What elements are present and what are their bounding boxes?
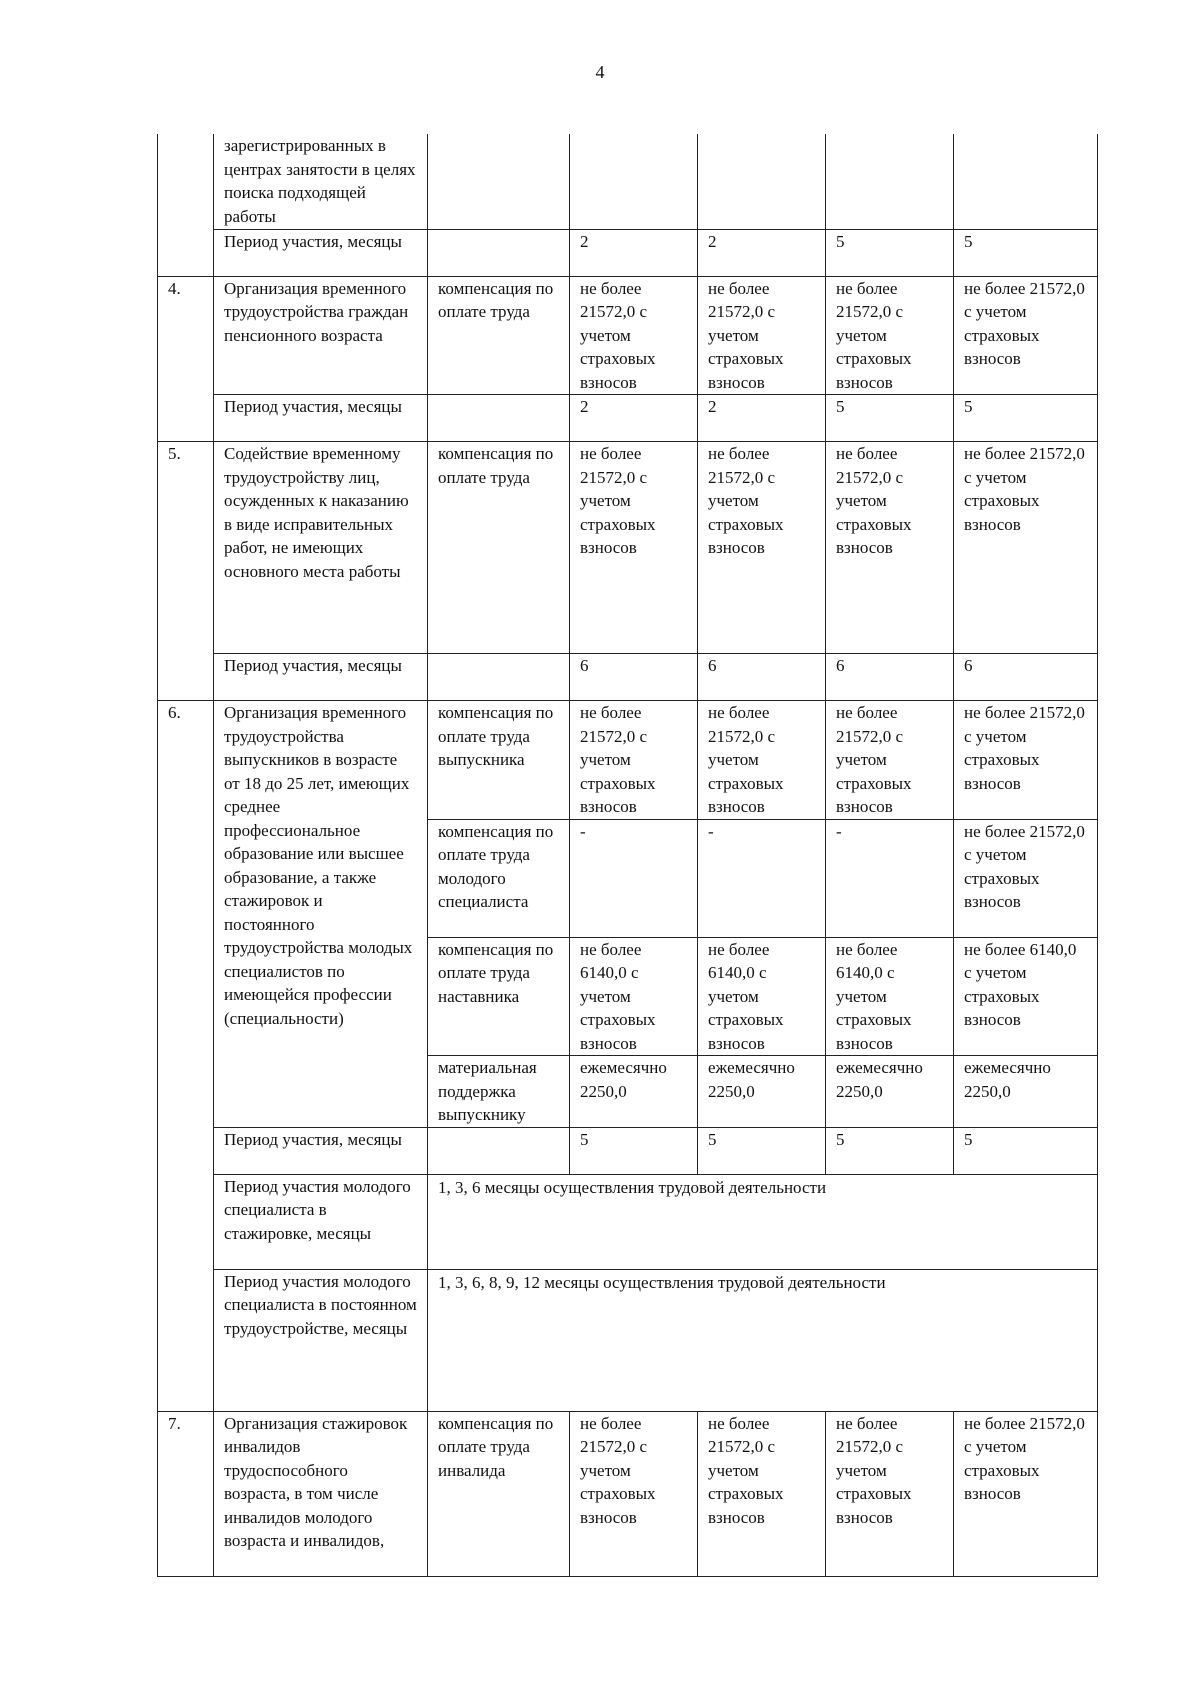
value-cell: не более 21572,0 с учетом страховых взносов [954, 701, 1098, 820]
value-cell [826, 134, 954, 229]
period-value: 5 [954, 229, 1098, 276]
permanent-label: Период участия молодого специалиста в постоянном трудоустройстве, месяцы [214, 1269, 428, 1411]
row-number: 6. [158, 701, 214, 1412]
table-row-internship [158, 1174, 1098, 1269]
value-cell: ежемесячно 2250,0 [954, 1056, 1098, 1128]
row-number: 7. [158, 1411, 214, 1576]
value-cell: не более 21572,0 с учетом страховых взносов [826, 1411, 954, 1576]
table-row-period [158, 654, 1098, 701]
table-row-5 [158, 442, 1098, 654]
payment-type: материальная поддержка выпускнику [428, 1056, 570, 1128]
value-cell: не более 21572,0 с учетом страховых взносов [570, 1411, 698, 1576]
period-value: 5 [954, 1127, 1098, 1174]
payment-type: компенсация по оплате труда выпускника [428, 701, 570, 820]
payment-type [428, 654, 570, 701]
value-cell: ежемесячно 2250,0 [570, 1056, 698, 1128]
value-cell: ежемесячно 2250,0 [698, 1056, 826, 1128]
measure-name: Организация стажировок инвалидов трудоспособного возраста, в том числе инвалидов молодого возраста и инвалидов, [214, 1411, 428, 1576]
period-label: Период участия, месяцы [214, 395, 428, 442]
value-cell: не более 21572,0 с учетом страховых взносов [826, 701, 954, 820]
period-value: 5 [570, 1127, 698, 1174]
value-cell: не более 6140,0 с учетом страховых взносов [954, 937, 1098, 1056]
payment-type [428, 395, 570, 442]
measures-table [157, 134, 1098, 1577]
value-cell: не более 21572,0 с учетом страховых взносов [954, 276, 1098, 395]
period-value: 5 [698, 1127, 826, 1174]
value-cell: - [570, 819, 698, 937]
value-cell: не более 21572,0 с учетом страховых взносов [698, 442, 826, 654]
measure-name: Организация временного трудоустройства граждан пенсионного возраста [214, 276, 428, 395]
row-number [158, 134, 214, 276]
table-row-period [158, 1127, 1098, 1174]
period-value: 2 [570, 395, 698, 442]
period-value: 5 [826, 229, 954, 276]
value-cell: - [826, 819, 954, 937]
value-cell: не более 21572,0 с учетом страховых взносов [570, 442, 698, 654]
row-number: 5. [158, 442, 214, 701]
value-cell [570, 134, 698, 229]
payment-type: компенсация по оплате труда [428, 442, 570, 654]
table-row-period [158, 229, 1098, 276]
payment-type [428, 134, 570, 229]
measure-name: зарегистрированных в центрах занятости в целях поиска подходящей работы [214, 134, 428, 229]
table-row-continued [158, 134, 1098, 229]
payment-type [428, 229, 570, 276]
payment-type: компенсация по оплате труда молодого специалиста [428, 819, 570, 937]
period-value: 6 [570, 654, 698, 701]
table-row-6 [158, 701, 1098, 820]
table-row-7 [158, 1411, 1098, 1576]
period-value: 6 [954, 654, 1098, 701]
value-cell: не более 21572,0 с учетом страховых взносов [698, 1411, 826, 1576]
period-value: 5 [954, 395, 1098, 442]
period-value: 2 [570, 229, 698, 276]
period-value: 6 [826, 654, 954, 701]
value-cell: не более 21572,0 с учетом страховых взносов [954, 1411, 1098, 1576]
period-value: 5 [826, 395, 954, 442]
value-cell [698, 134, 826, 229]
page-number: 4 [595, 62, 605, 82]
payment-type [428, 1127, 570, 1174]
value-cell: не более 6140,0 с учетом страховых взносов [698, 937, 826, 1056]
value-cell: не более 21572,0 с учетом страховых взносов [954, 819, 1098, 937]
permanent-text: 1, 3, 6, 8, 9, 12 месяцы осуществления трудовой деятельности [428, 1269, 1098, 1411]
table-row-permanent [158, 1269, 1098, 1411]
value-cell [954, 134, 1098, 229]
value-cell: не более 21572,0 с учетом страховых взносов [570, 276, 698, 395]
measure-name: Организация временного трудоустройства выпускников в возрасте от 18 до 25 лет, имеющих среднее профессиональное образование или высшее образование, а также стажировок и постоянного трудоустройства молодых специалистов по имеющейся профессии (специальности) [214, 701, 428, 1128]
internship-label: Период участия молодого специалиста в стажировке, месяцы [214, 1174, 428, 1269]
value-cell: - [698, 819, 826, 937]
internship-text: 1, 3, 6 месяцы осуществления трудовой деятельности [428, 1174, 1098, 1269]
period-value: 2 [698, 395, 826, 442]
period-value: 2 [698, 229, 826, 276]
value-cell: ежемесячно 2250,0 [826, 1056, 954, 1128]
period-value: 6 [698, 654, 826, 701]
value-cell: не более 21572,0 с учетом страховых взносов [826, 442, 954, 654]
period-value: 5 [826, 1127, 954, 1174]
table-row-4 [158, 276, 1098, 395]
payment-type: компенсация по оплате труда [428, 276, 570, 395]
value-cell: не более 21572,0 с учетом страховых взносов [698, 701, 826, 820]
period-label: Период участия, месяцы [214, 654, 428, 701]
measure-name: Содействие временному трудоустройству лиц, осужденных к наказанию в виде исправительных работ, не имеющих основного места работы [214, 442, 428, 654]
value-cell: не более 6140,0 с учетом страховых взносов [570, 937, 698, 1056]
payment-type: компенсация по оплате труда инвалида [428, 1411, 570, 1576]
table-row-period [158, 395, 1098, 442]
period-label: Период участия, месяцы [214, 1127, 428, 1174]
value-cell: не более 21572,0 с учетом страховых взносов [826, 276, 954, 395]
value-cell: не более 21572,0 с учетом страховых взносов [570, 701, 698, 820]
value-cell: не более 21572,0 с учетом страховых взносов [698, 276, 826, 395]
row-number: 4. [158, 276, 214, 442]
period-label: Период участия, месяцы [214, 229, 428, 276]
payment-type: компенсация по оплате труда наставника [428, 937, 570, 1056]
value-cell: не более 6140,0 с учетом страховых взносов [826, 937, 954, 1056]
value-cell: не более 21572,0 с учетом страховых взносов [954, 442, 1098, 654]
